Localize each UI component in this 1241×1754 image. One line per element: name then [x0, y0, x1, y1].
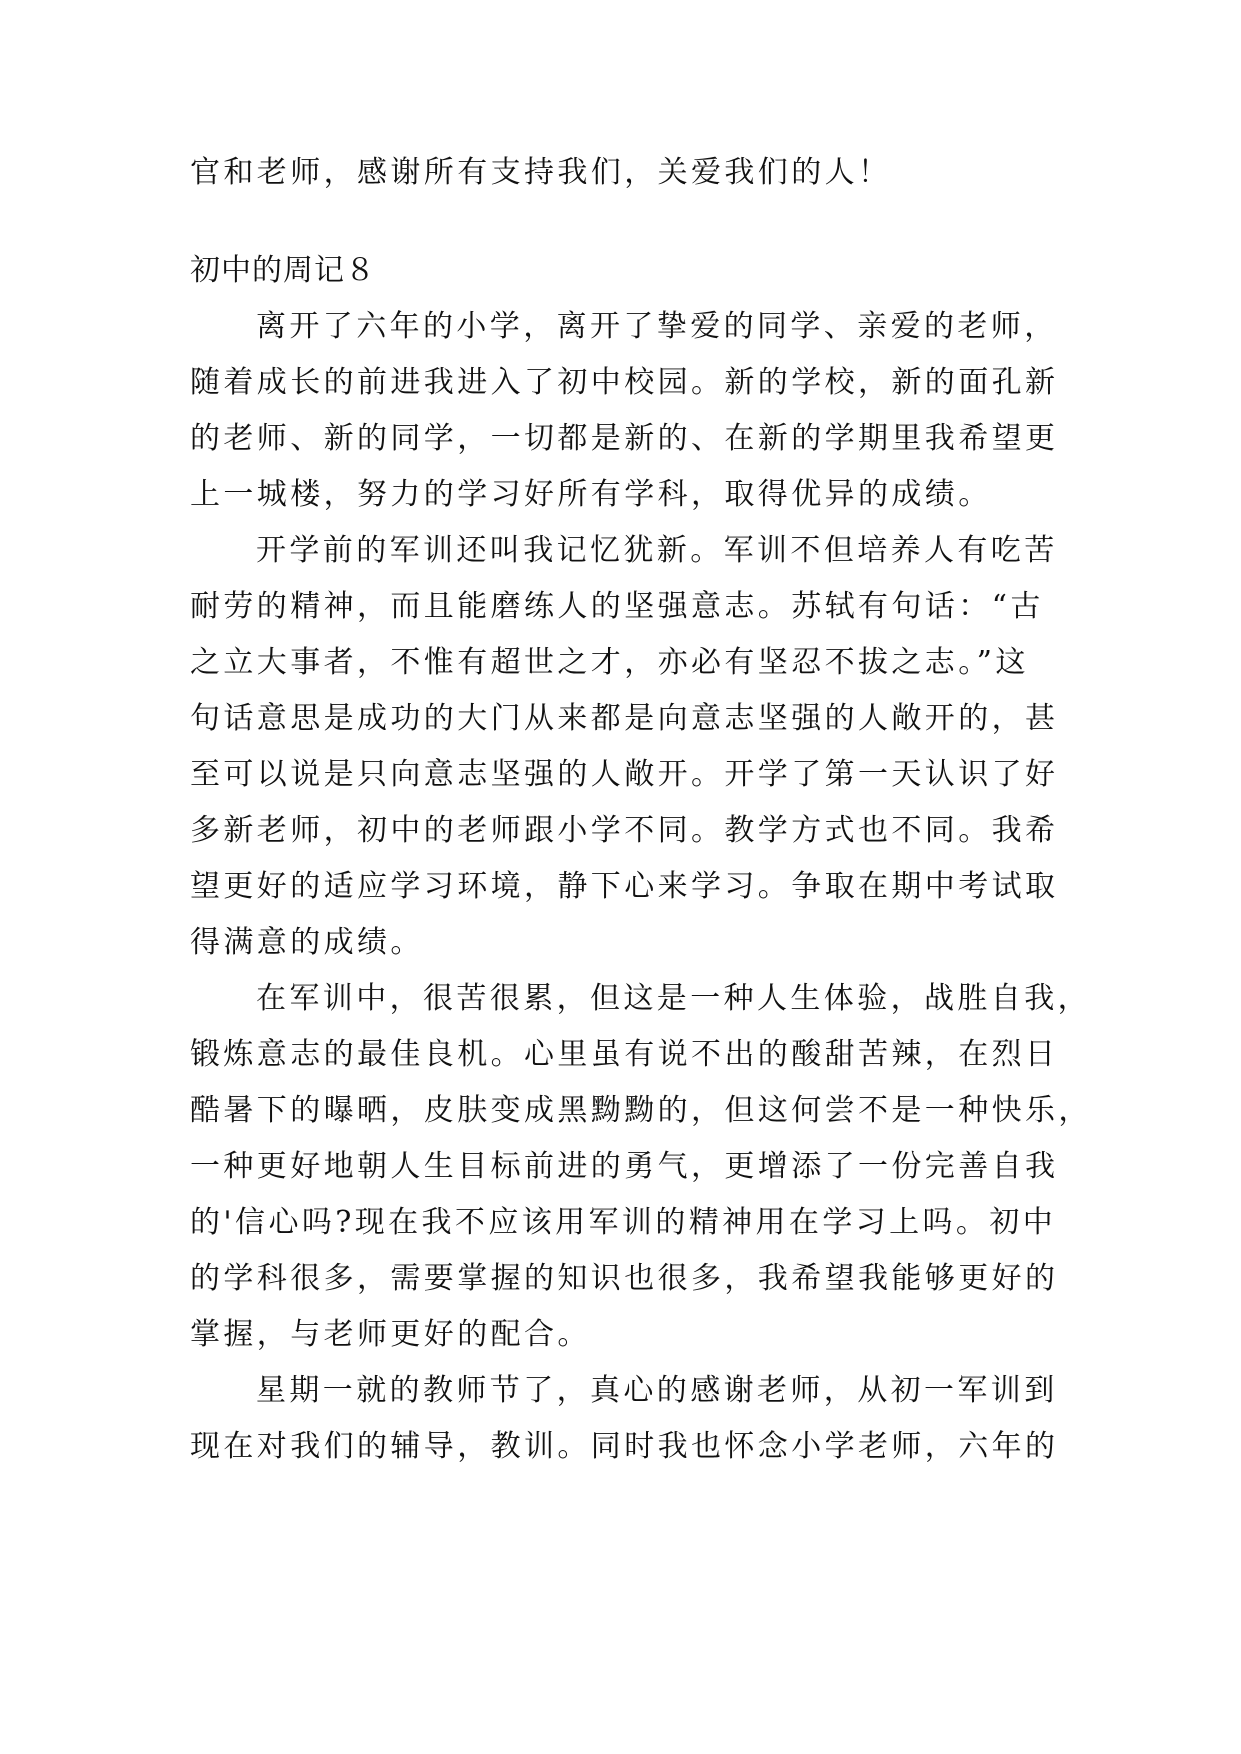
section-heading: 初中的周记８ [190, 253, 376, 288]
paragraph-line: 离开了六年的小学，离开了挚爱的同学、亲爱的老师， [256, 309, 1058, 344]
paragraph-line: 耐劳的精神，而且能磨练人的坚强意志。苏轼有句话：“古 [190, 589, 1044, 624]
paragraph-line: 锻炼意志的最佳良机。心里虽有说不出的酸甜苦辣，在烈日 [190, 1037, 1059, 1072]
paragraph-line: 望更好的适应学习环境，静下心来学习。争取在期中考试取 [190, 869, 1059, 904]
paragraph-line: 在军训中，很苦很累，但这是一种人生体验，战胜自我， [256, 981, 1091, 1016]
paragraph-line: 一种更好地朝人生目标前进的勇气，更增添了一份完善自我 [190, 1149, 1059, 1184]
paragraph-line: 之立大事者，不惟有超世之才，亦必有坚忍不拔之志。”这 [190, 645, 1029, 680]
paragraph-line: 上一城楼，努力的学习好所有学科，取得优异的成绩。 [190, 477, 992, 512]
paragraph-line: 句话意思是成功的大门从来都是向意志坚强的人敞开的，甚 [190, 701, 1059, 736]
paragraph-line: 多新老师，初中的老师跟小学不同。教学方式也不同。我希 [190, 813, 1059, 848]
paragraph-line: 星期一就的教师节了，真心的感谢老师，从初一军训到 [256, 1373, 1058, 1408]
paragraph-line: 至可以说是只向意志坚强的人敞开。开学了第一天认识了好 [190, 757, 1059, 792]
text-line: 官和老师，感谢所有支持我们，关爱我们的人！ [190, 155, 892, 190]
paragraph-line: 的'信心吗?现在我不应该用军训的精神用在学习上吗。初中 [190, 1205, 1057, 1240]
paragraph-line: 现在对我们的辅导，教训。同时我也怀念小学老师，六年的 [190, 1429, 1059, 1464]
paragraph-line: 随着成长的前进我进入了初中校园。新的学校，新的面孔新 [190, 365, 1059, 400]
paragraph-line: 掌握，与老师更好的配合。 [190, 1317, 591, 1352]
paragraph-line: 的老师、新的同学，一切都是新的、在新的学期里我希望更 [190, 421, 1059, 456]
paragraph-line: 开学前的军训还叫我记忆犹新。军训不但培养人有吃苦 [256, 533, 1058, 568]
paragraph-line: 得满意的成绩。 [190, 925, 424, 960]
document-body [190, 155, 1092, 1488]
paragraph-line: 酷暑下的曝晒，皮肤变成黑黝黝的，但这何尝不是一种快乐， [190, 1093, 1092, 1128]
paragraph-line: 的学科很多，需要掌握的知识也很多，我希望我能够更好的 [190, 1261, 1059, 1296]
